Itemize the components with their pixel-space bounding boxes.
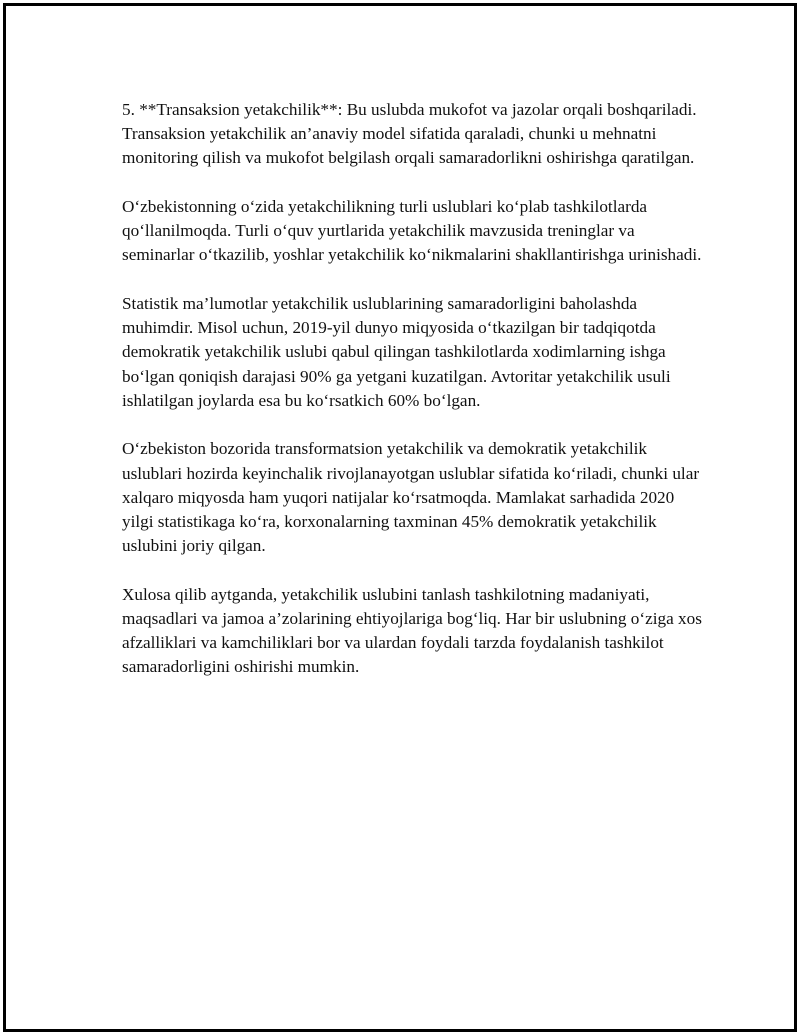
paragraph-statistics: Statistik ma’lumotlar yetakchilik uslublarining samaradorligini baholashda muhimdir. Misol uchun, 2019-yil dunyo miqyosida o‘tkazilgan bir tadqiqotda demokratik yetakchilik uslubi qabul qilingan tashkilotlarda xodimlarning ishga bo‘lgan qoniqish darajasi 90% ga yetgani kuzatilgan. Avtoritar yetakchilik usuli ishlatilgan joylarda esa bu ko‘rsatkich 60% bo‘lgan. bbox=[122, 294, 671, 410]
paragraph-transactional-leadership: 5. **Transaksion yetakchilik**: Bu uslubda mukofot va jazolar orqali boshqariladi. Transaksion yetakchilik an’anaviy model sifatida qaraladi, chunki u mehnatni monitoring qilish va mukofot belgilash orqali samaradorlikni oshirishga qaratilgan. bbox=[122, 100, 697, 168]
paragraph-uzbek-market: O‘zbekiston bozorida transformatsion yetakchilik va demokratik yetakchilik uslublari hozirda keyinchalik rivojlanayotgan uslublar sifatida ko‘riladi, chunki ular xalqaro miqyosda ham yuqori natijalar ko‘rsatmoqda. Mamlakat sarhadida 2020 yilgi statistikaga ko‘ra, korxonalarning taxminan 45% demokratik yetakchilik uslubini joriy qilgan. bbox=[122, 439, 700, 556]
page-frame bbox=[3, 3, 797, 1032]
paragraph-uzbekistan-styles: O‘zbekistonning o‘zida yetakchilikning turli uslublari ko‘plab tashkilotlarda qo‘llanilmoqda. Turli o‘quv yurtlarida yetakchilik mavzusida treninglar va seminarlar o‘tkazilib, yoshlar yetakchilik ko‘nikmalarini shakllantirishga urinishadi. bbox=[122, 197, 702, 265]
document-body bbox=[122, 98, 702, 704]
paragraph-conclusion: Xulosa qilib aytganda, yetakchilik uslubini tanlash tashkilotning madaniyati, maqsadlari va jamoa a’zolarining ehtiyojlariga bog‘liq. Har bir uslubning o‘ziga xos afzalliklari va kamchiliklari bor va ulardan foydali tarzda foydalanish tashkilot samaradorligini oshirishi mumkin. bbox=[122, 584, 702, 677]
